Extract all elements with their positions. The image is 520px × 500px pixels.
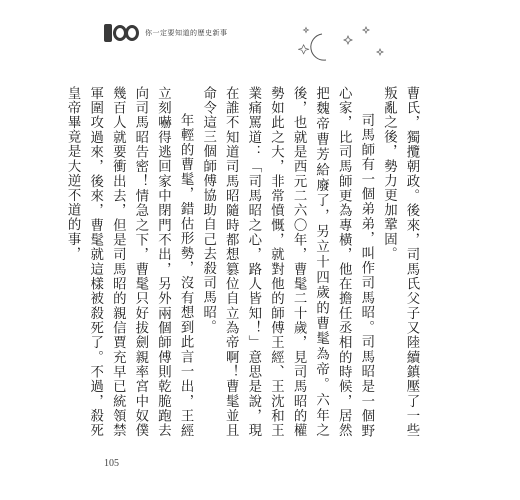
running-header: [104, 24, 228, 42]
logo-digit-one: [104, 24, 112, 42]
page-number: 105: [104, 458, 119, 469]
vertical-body-text: [65, 86, 422, 438]
star-icon: [304, 28, 309, 33]
series-logo: [104, 24, 137, 42]
paragraph: 司馬師有一個弟弟，叫作司馬昭。司馬昭是一個野心家，比司馬師更為專橫，他在擔任丞相的時候，居然把魏帝曹芳給廢了，另立十四歲的曹髦為帝。六年之後，也就是西元二六〇年，曹髦二十歲，見司馬昭的權勢如此之大，非常憤慨，就對他的師傅王經、王沈和王業痛罵道：「司馬昭之心，路人皆知！」意思是說，現在誰不知道司馬昭隨時都想篡位自立為帝啊！曹髦並且命令這三個師傅協助自己去殺司馬昭。: [200, 86, 374, 438]
book-title: 你一定要知道的歷史新事: [145, 29, 228, 37]
paragraph: 曹氏，獨攬朝政。後來，司馬氏父子又陸續鎮壓了一些叛亂之後，勢力更加鞏固。: [381, 86, 419, 438]
star-icon: [344, 36, 352, 44]
moon-icon: [311, 34, 326, 60]
paragraph: 年輕的曹髦，錯估形勢，沒有想到此言一出，王經立刻嚇得逃回家中閉門不出，另外兩個師傅則乾脆跑去向司馬昭告密！情急之下，曹髦只好拔劍親率宮中奴僕幾百人就要衝出去，但是司馬昭的親信賈充早已統領禁軍圍攻過來，後來，曹髦就這樣被殺死了。不過，殺死皇帝畢竟是大逆不道的事，: [65, 86, 194, 438]
star-icon: [363, 27, 369, 33]
logo-digit-zero: [125, 25, 139, 41]
star-icon: [298, 45, 309, 54]
moon-and-stars-decoration: [292, 22, 392, 72]
star-icon: [377, 49, 383, 55]
